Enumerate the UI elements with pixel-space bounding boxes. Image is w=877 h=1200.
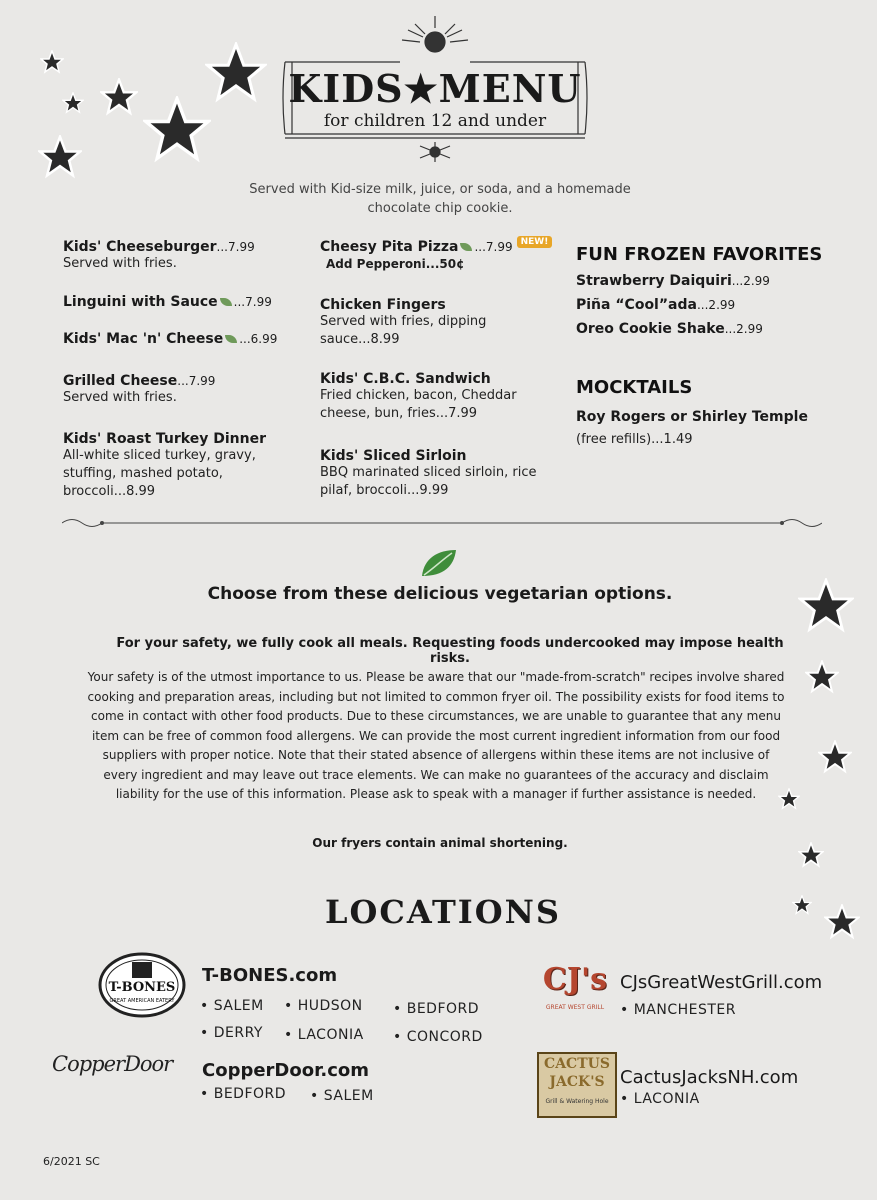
item-name: Kids' C.B.C. Sandwich — [320, 371, 491, 387]
item-price: ...2.99 — [696, 298, 736, 312]
tbones-site[interactable]: T-BONES.com — [202, 965, 338, 986]
item-name: Strawberry Daiquiri — [576, 273, 732, 289]
item-description: Fried chicken, bacon, Cheddar cheese, bun, fries...7.99 — [320, 388, 517, 421]
location-city: • BEDFORD — [200, 1086, 287, 1102]
frozen-item — [576, 294, 735, 313]
location-city: • MANCHESTER — [620, 1002, 737, 1018]
cactus-site[interactable]: CactusJacksNH.com — [620, 1067, 799, 1088]
item-name: Piña “Cool”ada — [576, 297, 697, 313]
copperdoor-site[interactable]: CopperDoor.com — [202, 1060, 370, 1081]
copperdoor-logo: CopperDoor — [52, 1052, 173, 1076]
item-description: Served with fries. — [63, 390, 177, 405]
star-icon — [818, 740, 852, 774]
star-icon — [38, 135, 82, 179]
item-name: Kids' Mac 'n' Cheese — [63, 331, 224, 347]
cactus-logo-text: CACTUS — [544, 1056, 610, 1072]
star-icon — [100, 78, 138, 116]
star-icon — [824, 904, 860, 940]
cjs-logo-sub: GREAT WEST GRILL — [545, 1004, 605, 1011]
vegetarian-leaf-icon — [225, 335, 237, 343]
cjs-site[interactable]: CJsGreatWestGrill.com — [620, 972, 823, 993]
mocktail-price: (free refills)...1.49 — [576, 432, 693, 447]
item-name: Grilled Cheese — [63, 373, 178, 389]
menu-item — [320, 294, 540, 349]
tbones-logo — [98, 952, 186, 1018]
item-name: Chicken Fingers — [320, 297, 446, 313]
cjs-logo-text: CJ's — [542, 962, 608, 997]
item-price: ...7.99 — [177, 374, 216, 388]
item-price: ...6.99 — [239, 332, 278, 346]
star-icon — [798, 578, 854, 634]
location-city: • SALEM — [200, 998, 264, 1014]
menu-item — [63, 328, 293, 347]
menu-item — [63, 428, 293, 501]
star-icon — [143, 96, 211, 164]
mocktail-name: Roy Rogers or Shirley Temple — [576, 409, 808, 425]
allergen-disclaimer: Your safety is of the utmost importance to us. Please be aware that our "made-from-scratch" recipes involve shared cooking and preparation areas, including but not limited to common fryer oil. The possibility exists for food items to come in contact with other food products. Due to these circumstances, we are unable to guarantee that any menu item can be free of common food allergens. We can provide the most current ingredient information from our food suppliers with proper notice. Note that their stated absence of allergens within these items are not inclusive of every ingredient and may leave out trace elements. We can make no guarantees of the accuracy and disclaim liability for the use of this information. Please ask to speak with a manager if further assistance is needed. — [87, 670, 785, 801]
star-icon — [805, 660, 839, 694]
star-icon — [792, 895, 812, 915]
locations-title: LOCATIONS — [325, 893, 561, 931]
tbones-logo-sub: GREAT AMERICAN EATERY — [109, 998, 175, 1004]
menu-item — [63, 370, 293, 407]
fryers-note: Our fryers contain animal shortening. — [312, 836, 568, 850]
star-icon — [40, 50, 64, 74]
location-city: • LACONIA — [620, 1091, 700, 1107]
location-city: • BEDFORD — [393, 1001, 480, 1017]
item-description: BBQ marinated sliced sirloin, rice pilaf, broccoli...9.99 — [320, 465, 537, 498]
menu-item — [63, 291, 293, 310]
star-icon — [798, 842, 824, 868]
item-price: ...2.99 — [731, 274, 770, 288]
ornamental-divider — [62, 516, 822, 530]
leaf-icon — [420, 548, 458, 578]
cactus-jacks-logo — [537, 1052, 617, 1118]
vegetarian-leaf-icon — [220, 298, 232, 306]
item-name: Kids' Sliced Sirloin — [320, 448, 467, 464]
cjs-logo — [541, 962, 609, 1016]
frozen-item — [576, 318, 763, 337]
location-city: • HUDSON — [284, 998, 363, 1014]
item-name: Kids' Roast Turkey Dinner — [63, 431, 266, 447]
menu-item — [320, 445, 550, 500]
star-icon — [62, 92, 84, 114]
frozen-item — [576, 270, 770, 289]
mocktails-section-title: MOCKTAILS — [576, 377, 693, 398]
tbones-logo-text: T-BONES — [108, 980, 176, 995]
location-city: • SALEM — [310, 1088, 374, 1104]
menu-header — [280, 14, 590, 164]
vegetarian-leaf-icon — [460, 243, 472, 251]
item-description: Served with fries, dipping sauce...8.99 — [320, 314, 487, 347]
location-city: • LACONIA — [284, 1027, 364, 1043]
item-price: ...7.99 — [474, 240, 513, 254]
served-with-note: Served with Kid-size milk, juice, or soda, and a homemade chocolate chip cookie. — [249, 182, 631, 216]
cactus-logo-text: JACK'S — [549, 1074, 605, 1090]
menu-item — [63, 236, 293, 273]
location-city: • DERRY — [200, 1025, 263, 1041]
vegetarian-title: Choose from these delicious vegetarian options. — [207, 584, 673, 604]
item-price: ...7.99 — [233, 295, 272, 309]
item-name: Oreo Cookie Shake — [576, 321, 725, 337]
item-addon: Add Pepperoni...50¢ — [326, 257, 465, 271]
item-price: ...7.99 — [216, 240, 255, 254]
menu-item — [320, 368, 540, 423]
location-city: • CONCORD — [393, 1029, 483, 1045]
item-name: Kids' Cheeseburger — [63, 239, 217, 255]
menu-subtitle: for children 12 and under — [323, 111, 547, 131]
item-name: Linguini with Sauce — [63, 294, 218, 310]
menu-title: KIDS★MENU — [288, 66, 582, 111]
footer-code: 6/2021 SC — [43, 1155, 100, 1168]
frozen-section-title: FUN FROZEN FAVORITES — [576, 244, 823, 265]
cactus-logo-sub: Grill & Watering Hole — [545, 1098, 609, 1105]
new-badge: NEW! — [517, 236, 553, 248]
safety-headline: For your safety, we fully cook all meals. Requesting foods undercooked may impose health risks. — [116, 636, 784, 666]
item-name: Cheesy Pita Pizza — [320, 239, 459, 255]
item-price: ...2.99 — [724, 322, 763, 336]
menu-item — [320, 236, 560, 271]
star-icon — [205, 42, 267, 104]
item-description: Served with fries. — [63, 256, 177, 271]
item-description: All-white sliced turkey, gravy, stuffing, mashed potato, broccoli...8.99 — [63, 448, 256, 499]
